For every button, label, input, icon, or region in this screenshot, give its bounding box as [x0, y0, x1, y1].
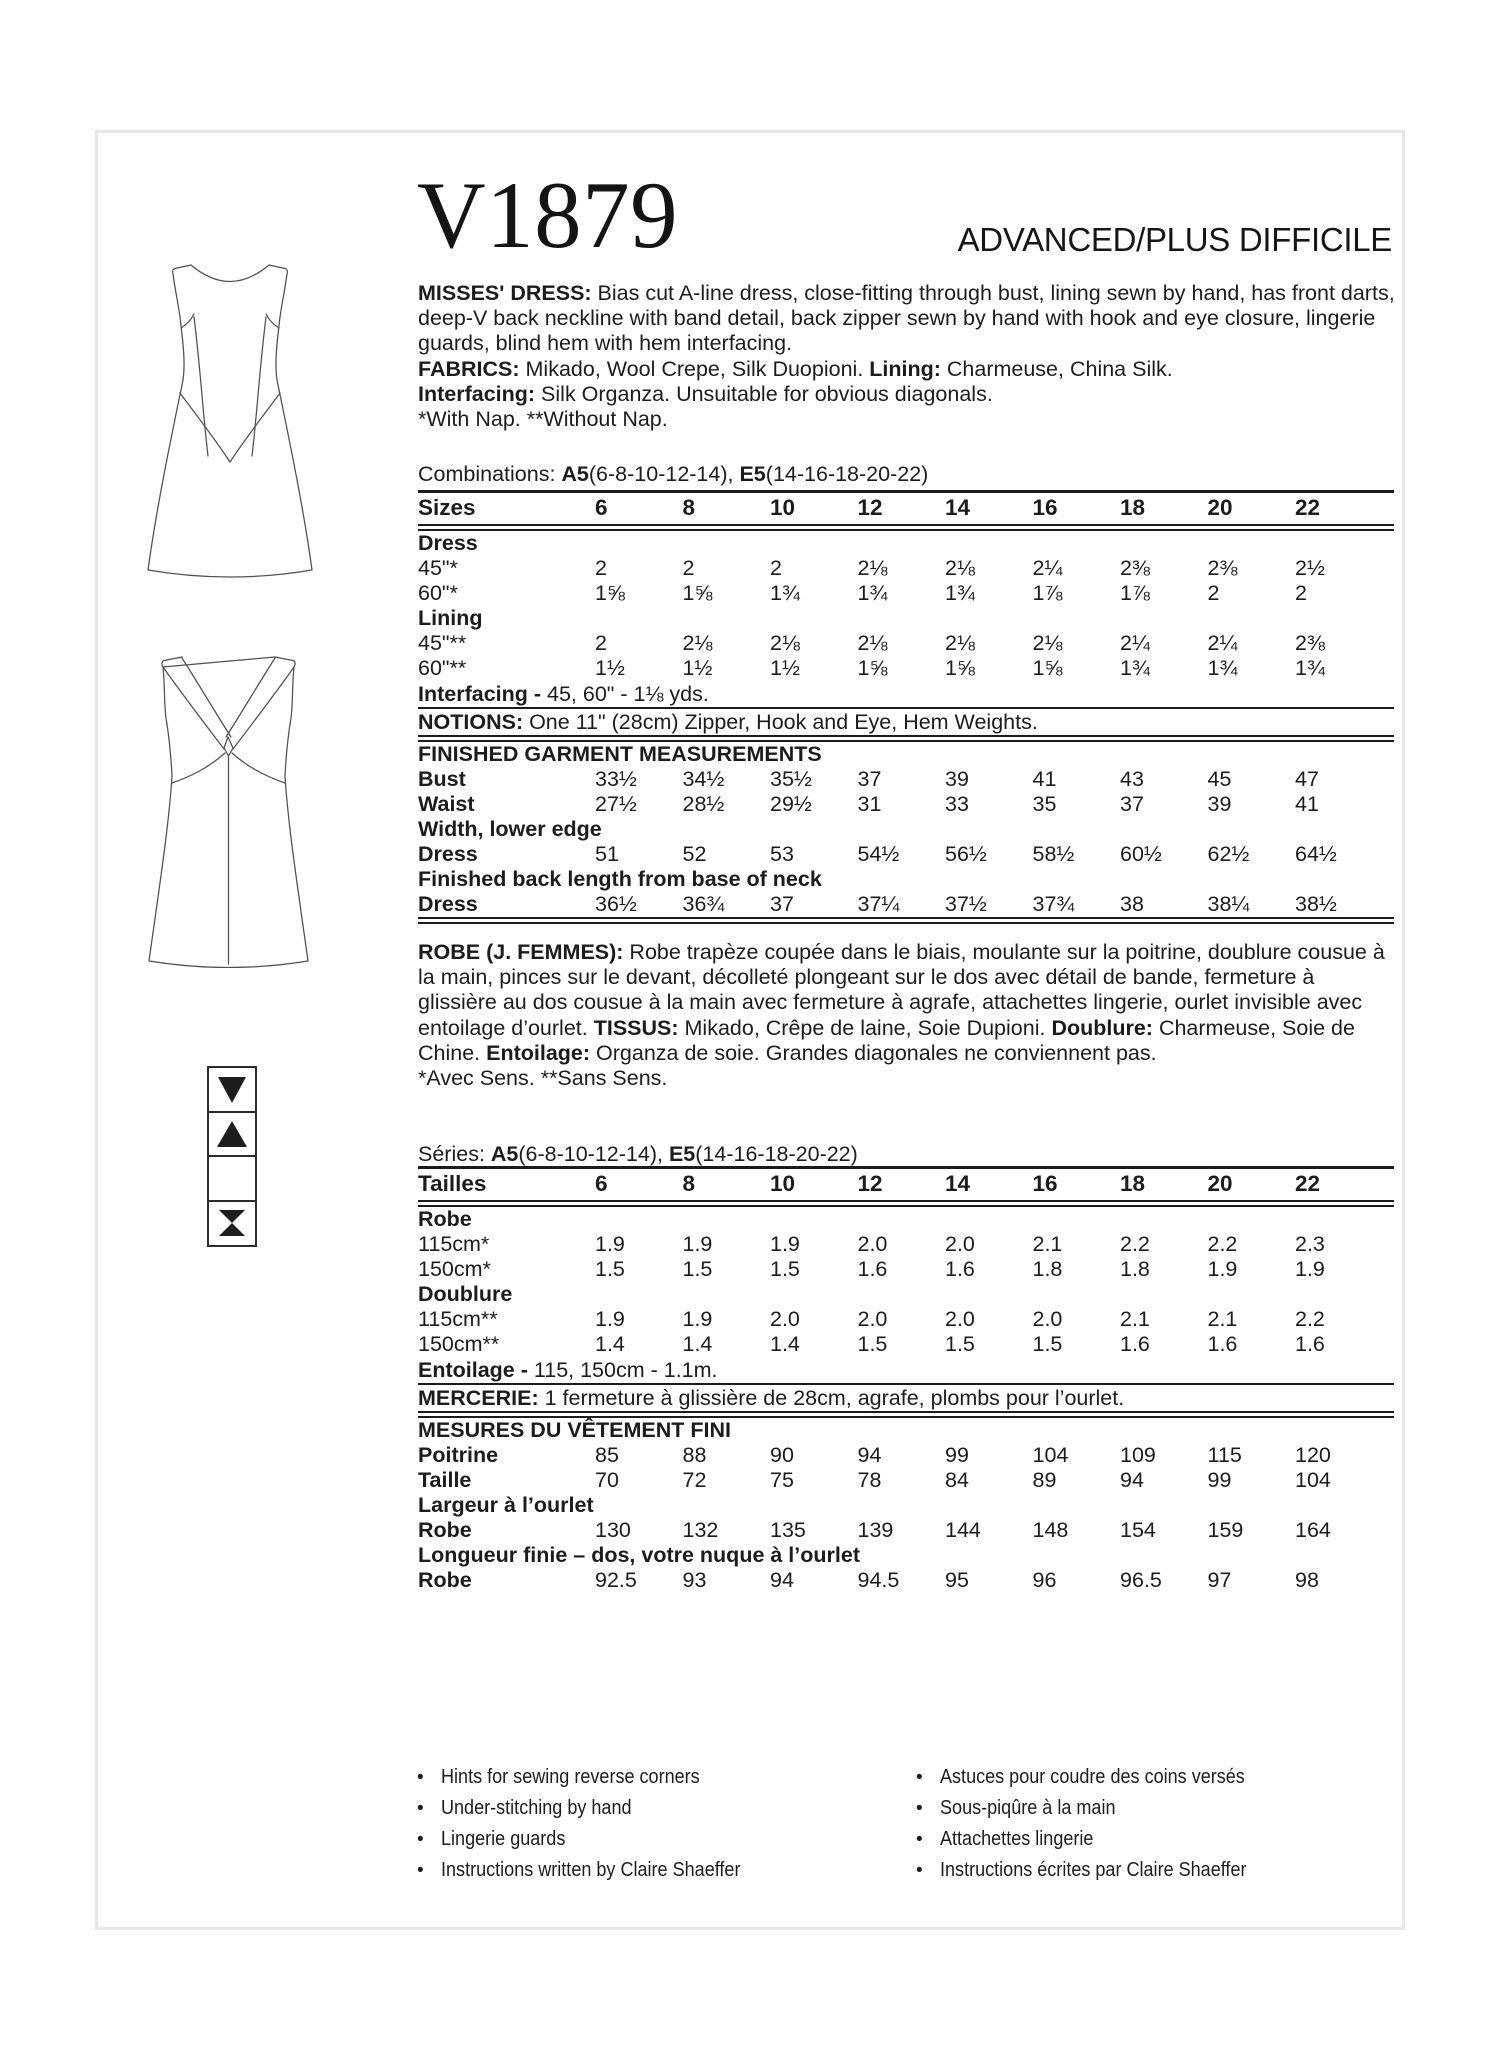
table-cell: 38½	[1295, 892, 1337, 916]
table-header-row	[418, 1169, 1394, 1200]
table-cell: 120	[1295, 1443, 1331, 1467]
table-cell: 27½	[595, 792, 637, 816]
table-cell: 1.6	[945, 1256, 975, 1281]
bullet-icon: •	[916, 1798, 923, 1819]
table-cell: 2.0	[945, 1231, 975, 1256]
table-row-label: Dress	[418, 842, 478, 866]
size-column-header: 20	[1207, 495, 1233, 520]
table-cell: 2⅛	[1032, 630, 1063, 655]
table-section-label: Dress	[418, 530, 478, 555]
table-cell: 159	[1207, 1518, 1244, 1542]
table-section-label: Largeur à l’ourlet	[418, 1493, 594, 1517]
table-cell: 34½	[682, 767, 725, 791]
table-cell: 109	[1120, 1443, 1156, 1467]
table-cell: 135	[770, 1518, 806, 1542]
table-cell: 1⅞	[1120, 580, 1150, 605]
table-cell: 2¼	[1120, 630, 1150, 655]
size-column-header: 22	[1295, 495, 1321, 520]
footnote-item: • Lingerie guards	[417, 1824, 781, 1855]
table-cell: 37¾	[1032, 892, 1075, 916]
table-data-row	[418, 842, 1394, 867]
table-cell: 148	[1032, 1518, 1069, 1542]
table-cell: 1½	[682, 655, 713, 680]
table-data-row	[418, 892, 1394, 917]
difficulty-level: ADVANCED/PLUS DIFFICILE	[957, 221, 1392, 258]
table-section-row	[418, 606, 1394, 631]
table-cell: 62½	[1207, 842, 1250, 866]
table-cell: 1.5	[595, 1256, 625, 1281]
table-cell: 1¾	[770, 580, 800, 605]
table-data-row	[418, 1443, 1394, 1468]
table-cell: 1.5	[770, 1256, 800, 1281]
table-row-label: 60"**	[418, 655, 467, 680]
bullet-icon: •	[916, 1829, 923, 1850]
table-cell: 130	[595, 1518, 631, 1542]
table-cell: 1.9	[682, 1231, 713, 1256]
footnote-item: • Instructions écrites par Claire Shaeffer	[916, 1855, 1288, 1886]
table-cell: 99	[945, 1443, 969, 1467]
table-cell: 1.8	[1032, 1256, 1063, 1281]
table-cell: 2½	[1295, 555, 1325, 580]
table-cell: 2.0	[857, 1306, 888, 1331]
table-cell: 2.0	[945, 1306, 975, 1331]
table-row-label: Robe	[418, 1568, 472, 1592]
empty-symbol-cell	[207, 1155, 257, 1202]
table-cell: 72	[682, 1468, 707, 1492]
size-column-header: 8	[682, 495, 696, 520]
table-row-label: 115cm*	[418, 1231, 490, 1256]
table-cell: 41	[1032, 767, 1057, 791]
table-header-row	[418, 493, 1394, 524]
table-section-label: MESURES DU VÊTEMENT FINI	[418, 1418, 731, 1442]
table-data-row	[418, 656, 1394, 681]
table-cell: 58½	[1032, 842, 1075, 866]
table-cell: 1½	[770, 655, 800, 680]
table-cell: 1.6	[1120, 1331, 1150, 1356]
table-cell: 1.4	[595, 1331, 625, 1356]
table-cell: 1¾	[857, 580, 888, 605]
table-row-label: 60"*	[418, 580, 458, 605]
feature-list-english	[417, 1762, 781, 1886]
table-cell: 98	[1295, 1568, 1319, 1592]
table-cell: 1¾	[1120, 655, 1150, 680]
table-cell: 1⅝	[1032, 655, 1063, 680]
table-cell: 33	[945, 792, 969, 816]
footnote-item: • Attachettes lingerie	[916, 1824, 1288, 1855]
table-row-label: Taille	[418, 1468, 472, 1492]
table-cell: 51	[595, 842, 619, 866]
table-cell: 2¼	[1207, 630, 1238, 655]
table-cell: 36½	[595, 892, 637, 916]
table-data-row	[418, 1468, 1394, 1493]
table-cell: 33½	[595, 767, 637, 791]
table-cell: 104	[1295, 1468, 1331, 1492]
size-column-header: 14	[945, 495, 971, 520]
bullet-icon: •	[916, 1767, 923, 1788]
table-cell: 36¾	[682, 892, 725, 916]
table-cell: 1.6	[857, 1256, 888, 1281]
table-cell: 94	[1120, 1468, 1144, 1492]
table-cell: 1.9	[770, 1231, 800, 1256]
table-header-label: Sizes	[418, 495, 476, 520]
table-section-label: Longueur finie – dos, votre nuque à l’ourlet	[418, 1543, 860, 1567]
table-cell: 2⅛	[945, 555, 975, 580]
table-cell: 35½	[770, 767, 812, 791]
table-cell: 2	[770, 555, 782, 580]
table-row-label: Robe	[418, 1518, 472, 1542]
table-cell: 94.5	[857, 1568, 900, 1592]
table-cell: 90	[770, 1443, 794, 1467]
table-section-row	[418, 1418, 1394, 1443]
table-section-label: Doublure	[418, 1281, 513, 1306]
size-column-header: 16	[1032, 495, 1058, 520]
table-section-row	[418, 1207, 1394, 1232]
table-cell: 85	[595, 1443, 619, 1467]
table-cell: 64½	[1295, 842, 1337, 866]
table-note-row: Entoilage - 115, 150cm - 1.1m.	[418, 1357, 718, 1382]
table-cell: 93	[682, 1568, 707, 1592]
yardage-table-french	[418, 1166, 1394, 1593]
table-cell: 99	[1207, 1468, 1232, 1492]
table-cell: 1.9	[595, 1306, 625, 1331]
size-column-header: 16	[1032, 1171, 1058, 1196]
table-rule	[418, 524, 1394, 531]
table-cell: 2⅛	[770, 630, 800, 655]
table-cell: 1.4	[682, 1331, 713, 1356]
table-row-label: 45"*	[418, 555, 458, 580]
footnote-item: • Astuces pour coudre des coins versés	[916, 1762, 1288, 1793]
yardage-table-english	[418, 490, 1394, 924]
table-rule	[418, 735, 1394, 742]
table-cell: 2.1	[1120, 1306, 1150, 1331]
table-cell: 115	[1207, 1443, 1242, 1467]
description-french: ROBE (J. FEMMES): Robe trapèze coupée dans le biais, moulante sur la poitrine, doublure cousue à la main, pinces sur le devant, décolleté plongeant sur le dos avec détail de bande, fermeture à glissière au dos cousue à la main avec fermeture à agrafe, attachettes lingerie, ourlet invisible avec entoilage d’ourlet. TISSUS: Mikado, Crêpe de laine, Soie Dupioni. Doublure: Charmeuse, Soie de Chine. Entoilage: Organza de soie. Grandes diagonales ne conviennent pas. *Avec Sens. **Sans Sens.	[418, 940, 1385, 1091]
table-cell: 56½	[945, 842, 987, 866]
table-cell: 31	[857, 792, 882, 816]
table-cell: 78	[857, 1468, 882, 1492]
table-cell: 1.5	[857, 1331, 888, 1356]
table-cell: 2⅛	[945, 630, 975, 655]
table-cell: 92.5	[595, 1568, 637, 1592]
bullet-icon: •	[417, 1798, 424, 1819]
table-cell: 84	[945, 1468, 969, 1492]
table-cell: 96.5	[1120, 1568, 1162, 1592]
table-cell: 2.3	[1295, 1231, 1325, 1256]
table-cell: 1.9	[1295, 1256, 1325, 1281]
table-cell: 96	[1032, 1568, 1057, 1592]
table-cell: 1.6	[1207, 1331, 1238, 1356]
table-row-label: Dress	[418, 892, 478, 916]
table-data-row	[418, 556, 1394, 581]
table-section-label: FINISHED GARMENT MEASUREMENTS	[418, 742, 822, 766]
table-data-row	[418, 1568, 1394, 1593]
footnote-item: • Sous-piqûre à la main	[916, 1793, 1288, 1824]
table-cell: 2	[1295, 580, 1307, 605]
table-cell: 154	[1120, 1518, 1156, 1542]
table-cell: 47	[1295, 767, 1319, 791]
table-data-row	[418, 1518, 1394, 1543]
table-cell: 2⅛	[857, 630, 888, 655]
dress-back-line-drawing	[147, 656, 310, 968]
table-cell: 29½	[770, 792, 812, 816]
table-note-row: NOTIONS: One 11" (28cm) Zipper, Hook and Eye, Hem Weights.	[418, 710, 1038, 734]
description-english: MISSES' DRESS: Bias cut A-line dress, close-fitting through bust, lining sewn by hand, has front darts, deep-V back neckline with band detail, back zipper sewn by hand with hook and eye closure, lingerie guards, blind hem with hem interfacing. FABRICS: Mikado, Wool Crepe, Silk Duopioni. Lining: Charmeuse, China Silk. Interfacing: Silk Organza. Unsuitable for obvious diagonals. *With Nap. **Without Nap.	[418, 281, 1395, 432]
table-cell: 89	[1032, 1468, 1057, 1492]
table-cell: 1.4	[770, 1331, 800, 1356]
table-cell: 37	[770, 892, 794, 916]
bullet-icon: •	[417, 1860, 424, 1881]
table-cell: 70	[595, 1468, 619, 1492]
table-cell: 2	[595, 630, 607, 655]
table-section-row	[418, 531, 1394, 556]
size-column-header: 12	[857, 1171, 883, 1196]
table-data-row	[418, 581, 1394, 606]
table-section-row	[418, 817, 1394, 842]
table-section-label: Robe	[418, 1206, 472, 1231]
table-cell: 2⅛	[857, 555, 888, 580]
table-cell: 1⅝	[945, 655, 975, 680]
table-cell: 1.8	[1120, 1256, 1150, 1281]
table-cell: 1⅝	[857, 655, 888, 680]
table-cell: 2.1	[1032, 1231, 1063, 1256]
table-section-row	[418, 1493, 1394, 1518]
cutting-layout-symbols	[207, 1066, 257, 1247]
size-column-header: 18	[1120, 1171, 1146, 1196]
table-cell: 38¼	[1207, 892, 1250, 916]
table-cell: 2.2	[1120, 1231, 1150, 1256]
table-row-label: 150cm**	[418, 1331, 500, 1356]
table-data-row	[418, 1232, 1394, 1257]
table-cell: 1.5	[682, 1256, 713, 1281]
bullet-icon: •	[916, 1860, 923, 1881]
table-cell: 2⅜	[1295, 630, 1325, 655]
size-column-header: 10	[770, 495, 796, 520]
table-section-row	[418, 742, 1394, 767]
with-nap-triangle-down-icon	[207, 1066, 257, 1113]
table-cell: 1¾	[945, 580, 975, 605]
table-cell: 1.9	[1207, 1256, 1238, 1281]
table-cell: 52	[682, 842, 707, 866]
series-line: Séries: A5(6-8-10-12-14), E5(14-16-18-20-22)	[418, 1142, 858, 1166]
table-cell: 2.0	[770, 1306, 800, 1331]
table-cell: 37¼	[857, 892, 900, 916]
footnote-item: • Instructions written by Claire Shaeffer	[417, 1855, 781, 1886]
table-cell: 35	[1032, 792, 1057, 816]
table-cell: 2.0	[1032, 1306, 1063, 1331]
table-cell: 97	[1207, 1568, 1232, 1592]
table-row-label: 150cm*	[418, 1256, 491, 1281]
table-data-row	[418, 767, 1394, 792]
table-cell: 2⅛	[682, 630, 713, 655]
table-cell: 53	[770, 842, 794, 866]
bullet-icon: •	[417, 1767, 424, 1788]
size-column-header: 20	[1207, 1171, 1233, 1196]
table-data-row	[418, 631, 1394, 656]
table-cell: 144	[945, 1518, 981, 1542]
size-column-header: 6	[595, 495, 608, 520]
size-column-header: 18	[1120, 495, 1146, 520]
table-cell: 38	[1120, 892, 1144, 916]
table-cell: 1¾	[1207, 655, 1238, 680]
table-rule	[418, 1200, 1394, 1207]
table-row-label: Waist	[418, 792, 475, 816]
table-data-row	[418, 1307, 1394, 1332]
table-cell: 1¾	[1295, 655, 1325, 680]
table-cell: 1.5	[945, 1331, 975, 1356]
table-section-label: Finished back length from base of neck	[418, 867, 822, 891]
table-rule	[418, 917, 1394, 924]
table-cell: 164	[1295, 1518, 1331, 1542]
table-row-label: 115cm**	[418, 1306, 498, 1331]
table-section-label: Lining	[418, 605, 483, 630]
table-cell: 45	[1207, 767, 1232, 791]
table-section-row	[418, 1543, 1394, 1568]
size-column-header: 22	[1295, 1171, 1321, 1196]
bullet-icon: •	[417, 1829, 424, 1850]
table-data-row	[418, 1332, 1394, 1357]
table-cell: 2.2	[1207, 1231, 1238, 1256]
table-row-label: Poitrine	[418, 1443, 499, 1467]
size-column-header: 10	[770, 1171, 796, 1196]
table-cell: 1.5	[1032, 1331, 1063, 1356]
table-note-row: MERCERIE: 1 fermeture à glissière de 28cm, agrafe, plombs pour l’ourlet.	[418, 1386, 1125, 1410]
table-section-label: Width, lower edge	[418, 817, 602, 841]
size-column-header: 12	[857, 495, 883, 520]
table-header-label: Tailles	[418, 1171, 487, 1196]
table-cell: 41	[1295, 792, 1319, 816]
table-cell: 94	[857, 1443, 882, 1467]
table-cell: 139	[857, 1518, 894, 1542]
table-cell: 95	[945, 1568, 969, 1592]
table-rule	[418, 1411, 1394, 1418]
size-column-header: 6	[595, 1171, 608, 1196]
table-data-row	[418, 1257, 1394, 1282]
table-cell: 94	[770, 1568, 794, 1592]
size-column-header: 14	[945, 1171, 971, 1196]
table-cell: 75	[770, 1468, 794, 1492]
footnote-item: • Hints for sewing reverse corners	[417, 1762, 781, 1793]
table-cell: 1⅞	[1032, 580, 1063, 605]
with-nap-triangle-up-icon	[207, 1111, 257, 1158]
footnote-item: • Under-stitching by hand	[417, 1793, 781, 1824]
size-column-header: 8	[682, 1171, 696, 1196]
pattern-number: V1879	[417, 162, 679, 268]
table-cell: 28½	[682, 792, 725, 816]
table-cell: 2.2	[1295, 1306, 1325, 1331]
table-cell: 1.9	[595, 1231, 625, 1256]
table-cell: 2	[1207, 580, 1220, 605]
table-cell: 60½	[1120, 842, 1162, 866]
table-cell: 37	[857, 767, 882, 791]
table-cell: 2.0	[857, 1231, 888, 1256]
table-cell: 1⅝	[682, 580, 713, 605]
table-cell: 88	[682, 1443, 707, 1467]
table-cell: 104	[1032, 1443, 1069, 1467]
table-cell: 1.9	[682, 1306, 713, 1331]
table-row-label: 45"**	[418, 630, 467, 655]
table-cell: 1½	[595, 655, 625, 680]
dress-front-line-drawing	[147, 263, 313, 583]
table-cell: 39	[945, 767, 969, 791]
table-cell: 54½	[857, 842, 900, 866]
table-cell: 2⅜	[1207, 555, 1238, 580]
table-cell: 1⅝	[595, 580, 625, 605]
table-data-row	[418, 792, 1394, 817]
table-cell: 132	[682, 1518, 719, 1542]
table-cell: 2¼	[1032, 555, 1063, 580]
table-cell: 2	[682, 555, 695, 580]
combinations-line: Combinations: A5(6-8-10-12-14), E5(14-16-18-20-22)	[418, 462, 929, 486]
table-cell: 37	[1120, 792, 1144, 816]
table-note-row: Interfacing - 45, 60" - 1⅛ yds.	[418, 681, 709, 706]
without-nap-hourglass-icon	[207, 1200, 257, 1247]
table-cell: 2	[595, 555, 607, 580]
table-cell: 37½	[945, 892, 987, 916]
table-cell: 39	[1207, 792, 1232, 816]
table-section-row	[418, 1282, 1394, 1307]
table-cell: 2.1	[1207, 1306, 1238, 1331]
table-cell: 2⅜	[1120, 555, 1150, 580]
table-cell: 1.6	[1295, 1331, 1325, 1356]
table-cell: 43	[1120, 767, 1144, 791]
table-section-row	[418, 867, 1394, 892]
feature-list-french	[916, 1762, 1288, 1886]
table-row-label: Bust	[418, 767, 466, 791]
